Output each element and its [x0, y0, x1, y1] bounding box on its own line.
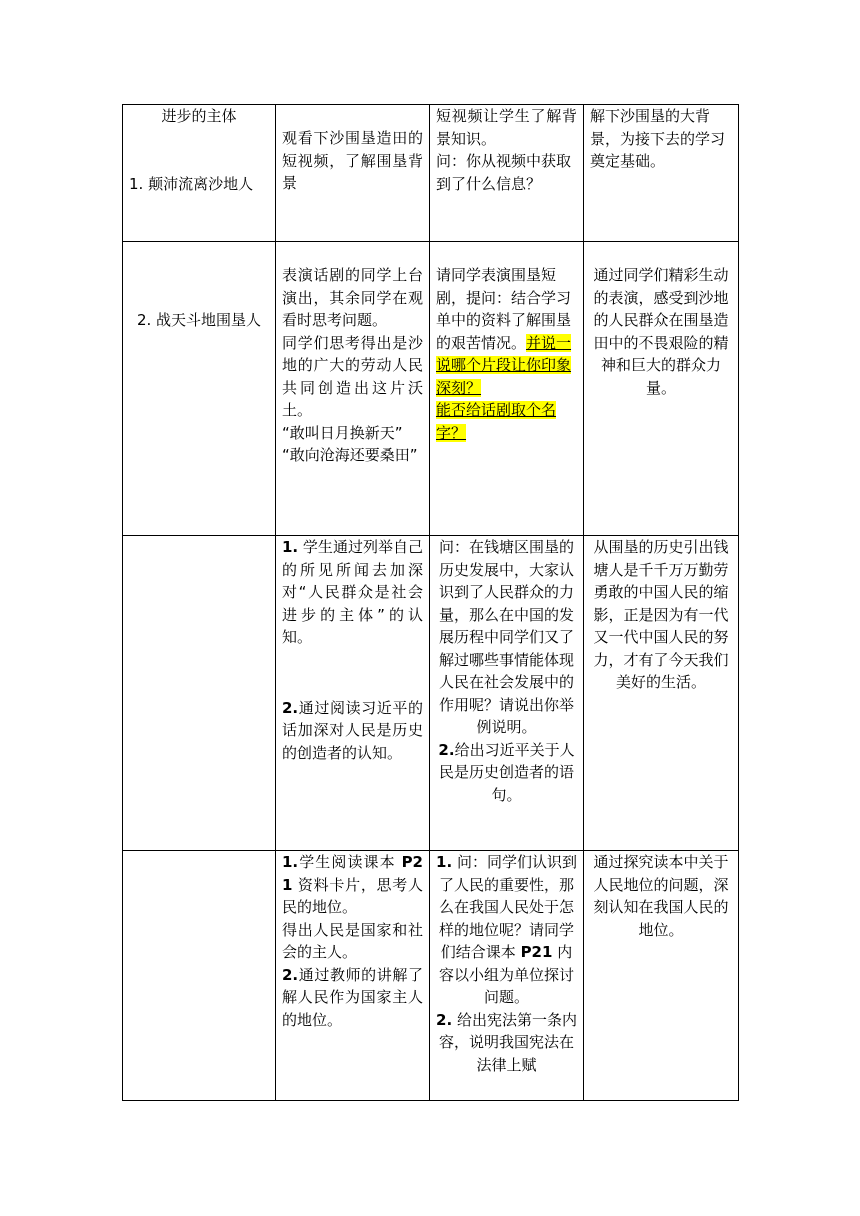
student-activity-cell: [276, 242, 430, 536]
list-item: 2.给出习近平关于人民是历史创造者的语句。: [438, 740, 575, 804]
stage-title: 进步的主体: [161, 107, 237, 125]
design-intent-cell: [584, 242, 739, 536]
teacher-activity-text: 短视频让学生了解背景知识。: [436, 107, 577, 148]
list-item: 2. 给出宪法第一条内容，说明我国宪法在法律上赋: [436, 1010, 577, 1074]
list-item: 1. 学生通过列举自己的所见所闻去加深对“人民群众是社会进步的主体”的认知。: [282, 538, 423, 646]
table-row: [123, 851, 739, 1101]
quote-text: “敢向沧海还要桑田”: [282, 446, 418, 464]
stage-subtitle: 2. 战天斗地围垦人: [136, 311, 262, 329]
table-row: [123, 242, 739, 536]
student-activity-cell: [276, 105, 430, 242]
teacher-activity-cell: [430, 242, 584, 536]
stage-cell: [123, 851, 276, 1101]
teacher-activity-cell: [430, 536, 584, 851]
design-intent-cell: [584, 105, 739, 242]
quote-text: “敢叫日月换新天”: [282, 423, 403, 442]
teacher-question-text: 问：在钱塘区围垦的历史发展中，大家认识到了人民群众的力量，那么在中国的发展历程中同学们又了解过哪些事情能体现人民在社会发展中的作用呢？请说出你举例说明。: [438, 538, 574, 736]
design-intent-text: 通过探究读本中关于人民地位的问题，深刻认知在我国人民的地位。: [593, 853, 729, 939]
list-item: 2.通过阅读习近平的话加深对人民是历史的创造者的认知。: [282, 698, 423, 762]
design-intent-text: 通过同学们精彩生动的表演，感受到沙地的人民群众在围垦造田中的不畏艰险的精神和巨大的群众力量。: [593, 266, 729, 397]
list-item: 1.学生阅读课本 P21 资料卡片，思考人民的地位。: [282, 853, 423, 916]
list-item: 1. 问：同学们认识到了人民的重要性，那么在我国人民处于怎样的地位呢？请同学们结合课本 P21 内容以小组为单位探讨问题。: [436, 853, 577, 1006]
stage-cell: [123, 242, 276, 536]
teacher-activity-cell: [430, 851, 584, 1101]
teacher-activity-text: 请同学表演围垦短剧，提问：结合学习单中的资料了解围垦的艰苦情况。: [436, 266, 572, 352]
stage-cell: [123, 536, 276, 851]
student-activity-text: 同学们思考得出是沙地的广大的劳动人民共同创造出这片沃土。: [282, 333, 423, 419]
design-intent-cell: [584, 851, 739, 1101]
table-row: [123, 105, 739, 242]
table-row: [123, 536, 739, 851]
student-activity-cell: [276, 851, 430, 1101]
student-activity-text: 表演话剧的同学上台演出，其余同学在观看时思考问题。: [282, 266, 423, 329]
teacher-question-text: 问：你从视频中获取到了什么信息？: [436, 152, 572, 193]
student-activity-cell: [276, 536, 430, 851]
highlighted-question: 能否给话剧取个名字？: [436, 401, 557, 442]
highlighted-question: 并说一说哪个片段让你印象深刻？: [436, 333, 572, 397]
design-intent-text: 解下沙围垦的大背景，为接下去的学习奠定基础。: [590, 107, 726, 170]
student-activity-text: 观看下沙围垦造田的短视频，了解围垦背景: [282, 129, 423, 192]
design-intent-text: 从围垦的历史引出钱塘人是千千万万勤劳勇敢的中国人民的缩影，正是因为有一代又一代中国人民的努力，才有了今天我们美好的生活。: [593, 538, 729, 691]
stage-subtitle: 1. 颠沛流离沙地人: [129, 174, 254, 193]
stage-cell: [123, 105, 276, 242]
teacher-activity-cell: [430, 105, 584, 242]
list-item: 2.通过教师的讲解了解人民作为国家主人的地位。: [282, 965, 423, 1029]
student-activity-text: 得出人民是国家和社会的主人。: [282, 920, 423, 961]
lesson-plan-table: [122, 104, 739, 1101]
design-intent-cell: [584, 536, 739, 851]
